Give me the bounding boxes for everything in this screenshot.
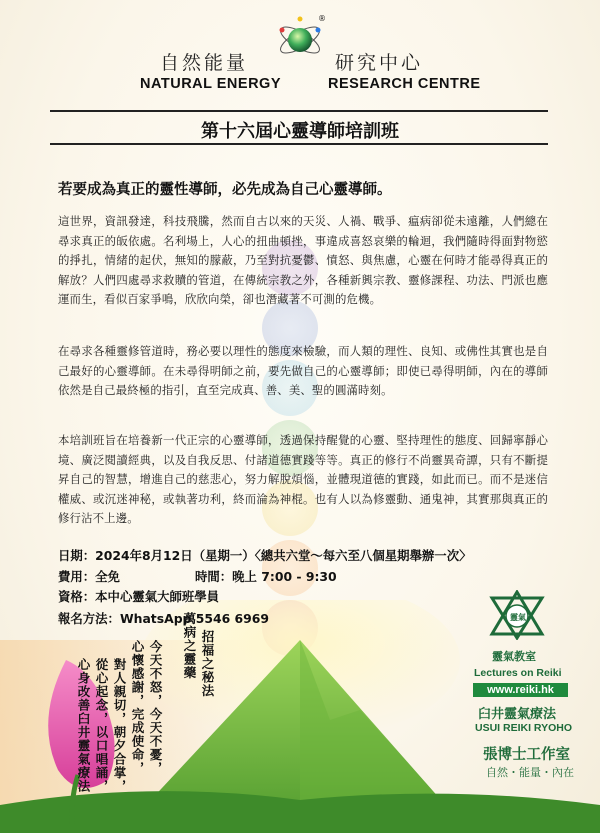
poem-line-5: 心身改善臼井靈氣療法	[76, 658, 91, 793]
registered-mark: ®	[318, 14, 326, 23]
fee-info: 費用：全免	[58, 569, 120, 584]
course-purpose-paragraph: 本培訓班旨在培養新一代正宗的心靈導師，透過保持醒覺的心靈、堅持理性的態度、回歸寧靜心境、廣泛閱讀經典，以及自我反思、付諸道德實踐等等。真正的修行不尚靈異奇譚，只有不斷提昇自己的智慧，增進自己的慈悲心，努力解脫煩惱，並體現道德的實踐，如此而已。而不是迷信權威、或沉迷神秘，或執著功利，終而淪為神棍。也有人以為修靈動、通鬼神，其實那與真正的修行沾不上邊。	[58, 433, 548, 526]
studio-tagline: 自然・能量・內在	[486, 766, 574, 779]
poem-subheading: 萬病之靈藥	[182, 612, 197, 680]
poem-line-1: 今天不怒，今天不憂，	[148, 640, 163, 775]
brand-name-en-left: NATURAL ENERGY	[140, 76, 281, 92]
course-title: 第十六屆心靈導師培訓班	[201, 121, 399, 142]
date-info: 日期：2024年8月12日（星期一）〈總共六堂～每六至八個星期舉辦一次〉	[58, 548, 472, 563]
guidance-paragraph: 在尋求各種靈修管道時，務必要以理性的態度來檢驗，而人類的理性、良知、或佛性其實也是自己最好的心靈導師。在未尋得明師之前，要先做自己的心靈導師；即使已尋得明師，內在的導師依然是自己最終極的指引，直至完成真、善、美、聖的圓滿時刻。	[58, 344, 548, 398]
reiki-logo-text: 靈氣	[510, 613, 526, 622]
poem-heading: 招福之秘法	[200, 630, 215, 698]
website-url: www.reiki.hk	[473, 683, 568, 697]
poem-line-4: 從心起念，以口唱誦，	[94, 658, 109, 793]
usui-reiki-en: USUI REIKI RYOHO	[475, 722, 573, 734]
studio-name: 張博士工作室	[483, 747, 570, 763]
lectures-label: Lectures on Reiki	[474, 667, 562, 679]
globe-atom-logo-icon	[276, 16, 324, 64]
usui-reiki-cn: 臼井靈氣療法	[478, 707, 557, 722]
intro-paragraph: 這世界，資訊發達，科技飛騰，然而自古以來的天災、人禍、戰爭、瘟病卻從未遠離，人們總在尋求真正的皈依處。名利場上，人心的扭曲頓挫，事違成喜怒哀樂的輪迴，我們隨時得面對物慾的掙扎，情緒的起伏，無知的朦蔽，乃至對抗憂鬱、憤怒、與焦慮，心靈在何時才能尋得真正的解放？人們四處尋求救贖的管道，在傳統宗教之外，各種新興宗教、靈修課程、功法、門派也應運而生，看似百家爭鳴，欣欣向榮，卻也潛藏著不可測的危機。	[58, 214, 548, 307]
title-rule-top	[50, 110, 548, 112]
poem-line-2: 心懷感謝，完成使命，	[130, 640, 145, 775]
signup-info: 報名方法：WhatsApp 5546 6969	[58, 611, 270, 626]
brand-name-cn-right: 研究中心	[335, 52, 424, 74]
school-name-cn: 靈氣教室	[492, 650, 536, 663]
title-rule-bottom	[50, 143, 548, 145]
lead-statement: 若要成為真正的靈性導師，必先成為自己心靈導師。	[58, 182, 392, 198]
time-info: 時間：晚上 7:00 - 9:30	[195, 569, 337, 584]
brand-name-en-right: RESEARCH CENTRE	[328, 76, 481, 92]
eligibility-info: 資格：本中心靈氣大師班學員	[58, 589, 220, 604]
brand-name-cn-left: 自然能量	[160, 52, 249, 74]
poem-line-3: 對人親切，朝夕合掌，	[112, 658, 127, 793]
